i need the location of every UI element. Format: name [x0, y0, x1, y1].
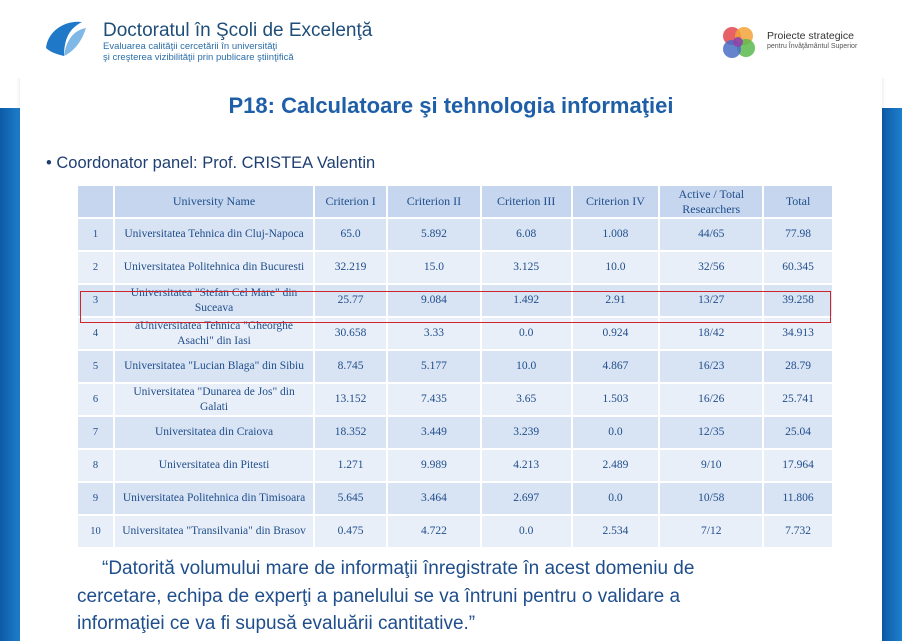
- cell-criterion-1: 8.745: [314, 350, 387, 383]
- table-row: [77, 350, 833, 383]
- cell-criterion-4: 0.0: [572, 482, 660, 515]
- header-index: [77, 185, 114, 218]
- quote-line-2: cercetare, echipa de experţi a panelului se va întruni pentru o validare a: [77, 585, 681, 607]
- cell-criterion-3: 6.08: [481, 218, 572, 251]
- header-university-name: University Name: [114, 185, 314, 218]
- header-total: Total: [763, 185, 833, 218]
- header-researchers: Active / Total Researchers: [659, 185, 763, 218]
- cell-criterion-2: 4.722: [387, 515, 481, 548]
- table-row: [77, 218, 833, 251]
- quote-line-3: informaţiei ce va fi supusă evaluării cantitative.”: [77, 613, 476, 634]
- cell-row-index: 5: [77, 350, 114, 383]
- cell-criterion-2: 9.084: [387, 284, 481, 317]
- cell-row-index: 6: [77, 383, 114, 416]
- quote-line-1: “Datorită volumului mare de informaţii înregistrate în acest domeniu de: [102, 558, 695, 579]
- table-row: [77, 383, 833, 416]
- cell-researchers: 44/65: [659, 218, 763, 251]
- cell-criterion-4: 0.0: [572, 416, 660, 449]
- cell-criterion-1: 30.658: [314, 317, 387, 350]
- cell-total: 77.98: [763, 218, 833, 251]
- header-subtitle: Evaluarea calităţii cercetării în universităţi şi creşterea vizibilităţii prin publicare ştiinţifică: [103, 41, 294, 63]
- cell-criterion-3: 1.492: [481, 284, 572, 317]
- cell-total: 34.913: [763, 317, 833, 350]
- cell-criterion-4: 2.489: [572, 449, 660, 482]
- cell-criterion-2: 5.892: [387, 218, 481, 251]
- cell-criterion-1: 25.77: [314, 284, 387, 317]
- partner-subtitle: pentru Învăţământul Superior: [767, 43, 858, 50]
- table-row: [77, 449, 833, 482]
- cell-university-name: Universitatea Politehnica din Timisoara: [114, 482, 314, 515]
- cell-university-name: aUniversitatea Tehnica "Gheorghe Asachi" din Iasi: [114, 317, 314, 350]
- cell-criterion-1: 18.352: [314, 416, 387, 449]
- cell-researchers: 18/42: [659, 317, 763, 350]
- cell-researchers: 16/26: [659, 383, 763, 416]
- cell-row-index: 3: [77, 284, 114, 317]
- highlighted-row-box: [80, 291, 831, 323]
- cell-total: 17.964: [763, 449, 833, 482]
- cell-researchers: 12/35: [659, 416, 763, 449]
- cell-row-index: 8: [77, 449, 114, 482]
- cell-criterion-2: 5.177: [387, 350, 481, 383]
- cell-criterion-4: 2.91: [572, 284, 660, 317]
- cell-criterion-2: 3.464: [387, 482, 481, 515]
- cell-researchers: 9/10: [659, 449, 763, 482]
- cell-total: 25.741: [763, 383, 833, 416]
- cell-total: 11.806: [763, 482, 833, 515]
- cell-university-name: Universitatea "Transilvania" din Brasov: [114, 515, 314, 548]
- cell-criterion-2: 3.33: [387, 317, 481, 350]
- cell-row-index: 10: [77, 515, 114, 548]
- cell-row-index: 1: [77, 218, 114, 251]
- panel-coordinator: • Coordonator panel: Prof. CRISTEA Valentin: [46, 154, 376, 172]
- ranking-table: [76, 184, 834, 549]
- header: [0, 0, 902, 78]
- cell-criterion-4: 0.924: [572, 317, 660, 350]
- cell-university-name: Universitatea Tehnica din Cluj-Napoca: [114, 218, 314, 251]
- slide-title: P18: Calculatoare şi tehnologia informaţiei: [228, 93, 674, 118]
- header-criterion-1: Criterion I: [314, 185, 387, 218]
- cell-criterion-2: 9.989: [387, 449, 481, 482]
- cell-total: 25.04: [763, 416, 833, 449]
- table-header-row: [77, 185, 833, 218]
- cell-university-name: Universitatea din Pitesti: [114, 449, 314, 482]
- cell-criterion-1: 32.219: [314, 251, 387, 284]
- cell-criterion-3: 3.125: [481, 251, 572, 284]
- cell-researchers: 16/23: [659, 350, 763, 383]
- cell-total: 60.345: [763, 251, 833, 284]
- cell-criterion-3: 2.697: [481, 482, 572, 515]
- cell-university-name: Universitatea "Lucian Blaga" din Sibiu: [114, 350, 314, 383]
- cell-university-name: Universitatea "Stefan Cel Mare" din Suceava: [114, 284, 314, 317]
- cell-criterion-3: 4.213: [481, 449, 572, 482]
- cell-researchers: 10/58: [659, 482, 763, 515]
- cell-total: 28.79: [763, 350, 833, 383]
- right-blue-bar: [882, 108, 902, 641]
- cell-researchers: 32/56: [659, 251, 763, 284]
- cell-total: 39.258: [763, 284, 833, 317]
- left-blue-bar: [0, 108, 20, 641]
- cell-criterion-1: 0.475: [314, 515, 387, 548]
- cell-criterion-2: 15.0: [387, 251, 481, 284]
- header-criterion-4: Criterion IV: [572, 185, 660, 218]
- panel-quote: [77, 555, 857, 638]
- cell-criterion-1: 13.152: [314, 383, 387, 416]
- cell-criterion-4: 1.008: [572, 218, 660, 251]
- cell-criterion-1: 1.271: [314, 449, 387, 482]
- cell-row-index: 7: [77, 416, 114, 449]
- cell-row-index: 2: [77, 251, 114, 284]
- cell-university-name: Universitatea din Craiova: [114, 416, 314, 449]
- cell-university-name: Universitatea Politehnica din Bucuresti: [114, 251, 314, 284]
- table-row: [77, 482, 833, 515]
- cell-criterion-1: 65.0: [314, 218, 387, 251]
- cell-criterion-2: 3.449: [387, 416, 481, 449]
- cell-total: 7.732: [763, 515, 833, 548]
- cell-researchers: 7/12: [659, 515, 763, 548]
- partner-title: Proiecte strategice: [767, 30, 854, 42]
- cell-criterion-3: 0.0: [481, 515, 572, 548]
- header-criterion-3: Criterion III: [481, 185, 572, 218]
- doctoral-logo-icon: [42, 18, 88, 60]
- cell-criterion-4: 4.867: [572, 350, 660, 383]
- header-criterion-2: Criterion II: [387, 185, 481, 218]
- cell-criterion-1: 5.645: [314, 482, 387, 515]
- cell-criterion-3: 0.0: [481, 317, 572, 350]
- cell-criterion-3: 3.65: [481, 383, 572, 416]
- header-title: Doctoratul în Şcoli de Excelenţă: [103, 20, 373, 41]
- table-row: [77, 416, 833, 449]
- cell-row-index: 9: [77, 482, 114, 515]
- cell-criterion-4: 1.503: [572, 383, 660, 416]
- cell-criterion-4: 10.0: [572, 251, 660, 284]
- cell-criterion-2: 7.435: [387, 383, 481, 416]
- cell-university-name: Universitatea "Dunarea de Jos" din Galati: [114, 383, 314, 416]
- table-row: [77, 251, 833, 284]
- cell-criterion-4: 2.534: [572, 515, 660, 548]
- strategic-projects-logo-icon: [720, 24, 756, 60]
- cell-researchers: 13/27: [659, 284, 763, 317]
- table-row: [77, 515, 833, 548]
- cell-criterion-3: 3.239: [481, 416, 572, 449]
- cell-row-index: 4: [77, 317, 114, 350]
- cell-criterion-3: 10.0: [481, 350, 572, 383]
